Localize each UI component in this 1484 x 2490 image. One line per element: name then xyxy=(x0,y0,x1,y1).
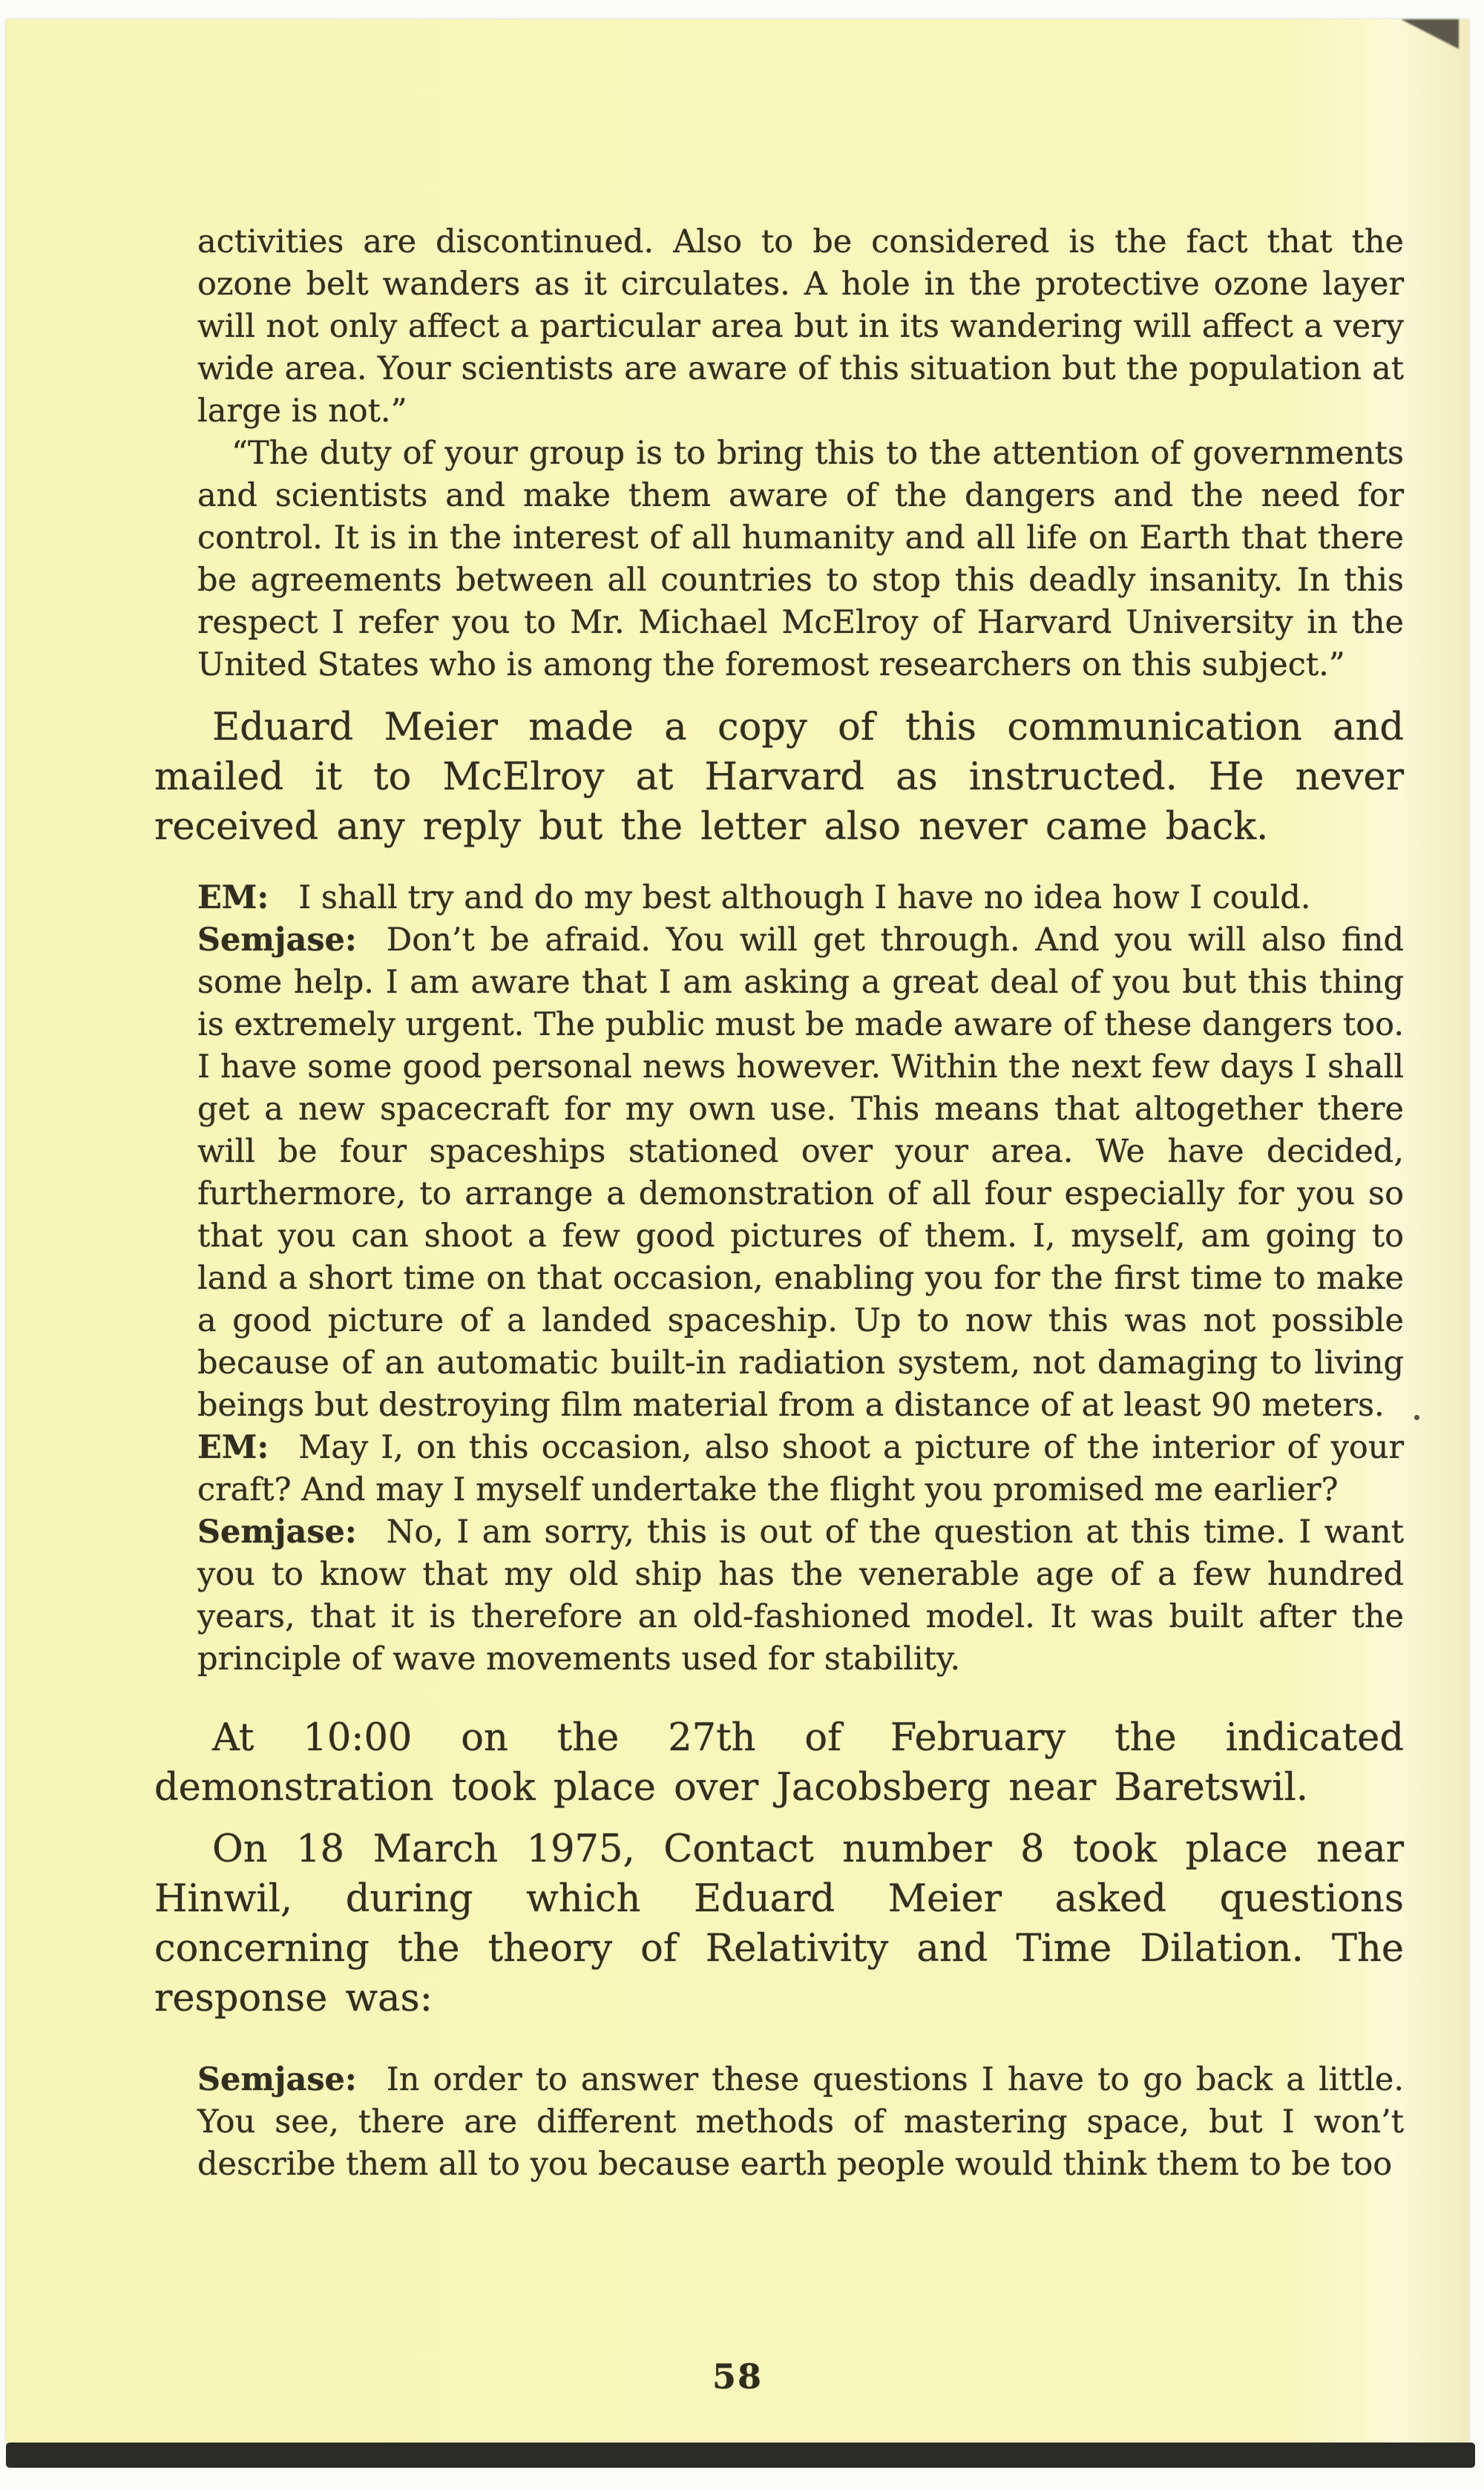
page-number: 58 xyxy=(712,2356,763,2397)
paragraph-quote-continuation: activities are discontinued. Also to be considered is the fact that the ozone belt wanders as it circulates. A hole in the protective ozone layer will not only affect a particular area but in its wandering will affect a very wide area. Your scientists are aware of this situation but the population at large is not.” xyxy=(197,223,1404,430)
dialogue-entry xyxy=(197,919,1404,1427)
dialogue-block-1 xyxy=(154,877,1404,1681)
dialogue-entry xyxy=(197,1511,1404,1681)
dialogue-text: May I, on this occasion, also shoot a picture of the interior of your craft? And may I myself undertake the flight you promised me earlier? xyxy=(197,1429,1404,1508)
page-text-block xyxy=(154,19,1404,2186)
page-corner-fold xyxy=(1401,19,1459,49)
dialogue-text: Don’t be afraid. You will get through. And you will also find some help. I am aware that I am asking a great deal of you but this thing is extremely urgent. The public must be made aware of these dangers too. I have some good personal news however. Within the next few days I shall get a new spacecraft for my own use. This means that altogether there will be four spaceships stationed over your area. We have decided, furthermore, to arrange a demonstration of all four especially for you so that you can shoot a few good pictures of them. I, myself, am going to land a short time on that occasion, enabling you for the first time to make a good picture of a landed spaceship. Up to now this was not possible because of an automatic built-in radiation system, not damaging to living beings but destroying film material from a distance of at least 90 meters. xyxy=(197,922,1404,1424)
book-page xyxy=(6,19,1469,2443)
speaker-label: Semjase: xyxy=(197,1514,357,1551)
speaker-label: EM: xyxy=(197,879,269,916)
dialogue-text: In order to answer these questions I have to go back a little. You see, there are different methods of mastering space, but I won’t describe them all to you because earth people would think them to be too xyxy=(197,2061,1404,2183)
dialogue-text: I shall try and do my best although I have no idea how I could. xyxy=(298,879,1311,916)
dialogue-block-2 xyxy=(154,2059,1404,2186)
scan-speck-artifact xyxy=(1414,1415,1419,1420)
paragraph-narrative-copy: Eduard Meier made a copy of this communication and mailed it to McElroy at Harvard as instructed. He never received any reply but the letter also never came back. xyxy=(154,706,1404,849)
dialogue-entry xyxy=(197,877,1404,919)
page-bottom-edge-bar xyxy=(6,2443,1475,2468)
speaker-label: Semjase: xyxy=(197,922,357,959)
paragraph-narrative-contact8: On 18 March 1975, Contact number 8 took place near Hinwil, during which Eduard Meier asked questions concerning the theory of Relativity and Time Dilation. The response was: xyxy=(154,1827,1404,2020)
dialogue-text: No, I am sorry, this is out of the question at this time. I want you to know that my old ship has the venerable age of a few hundred years, that it is therefore an old-fashioned model. It was built after the principle of wave movements used for stability. xyxy=(197,1514,1404,1678)
paragraph-narrative-demo: At 10:00 on the 27th of February the indicated demonstration took place over Jacobsberg near Baretswil. xyxy=(154,1716,1404,1810)
speaker-label: Semjase: xyxy=(197,2061,357,2098)
paragraph-quote-duty: “The duty of your group is to bring this to the attention of governments and scientists and make them aware of the dangers and the need for control. It is in the interest of all humanity and all life on Earth that there be agreements between all countries to stop this deadly insanity. In this respect I refer you to Mr. Michael McElroy of Harvard University in the United States who is among the foremost researchers on this subject.” xyxy=(197,435,1404,683)
dialogue-entry xyxy=(197,1427,1404,1511)
dialogue-entry xyxy=(197,2059,1404,2186)
speaker-label: EM: xyxy=(197,1429,269,1466)
